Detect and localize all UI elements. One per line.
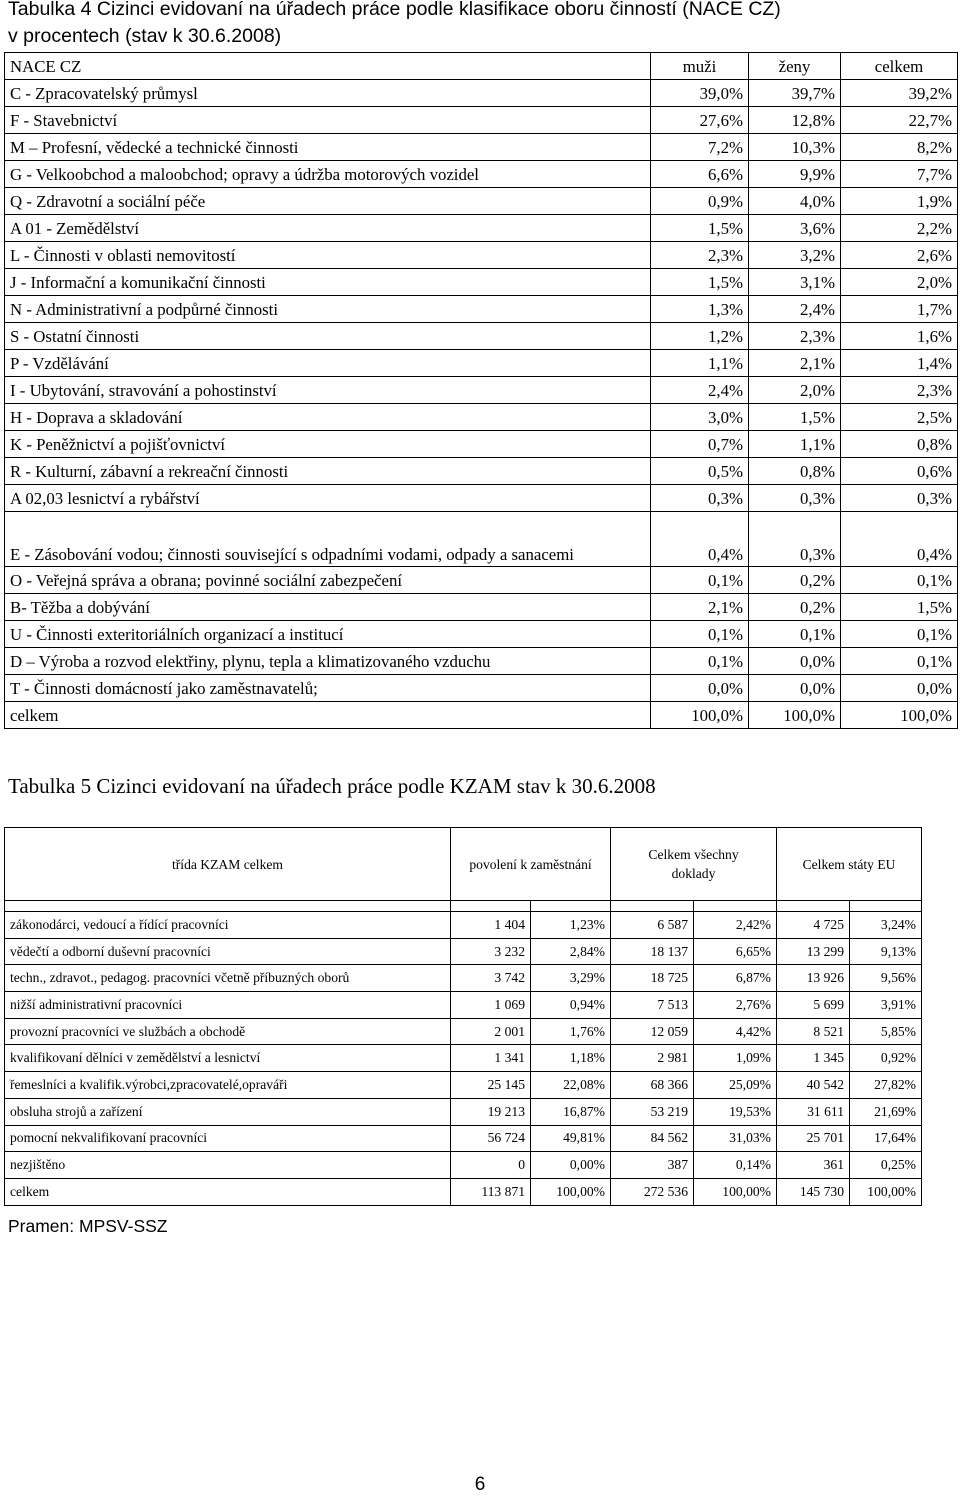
- table5-cell-value: 4 725: [777, 912, 850, 939]
- table4-cell-value: 2,4%: [749, 296, 841, 323]
- table5-cell-value: 9,56%: [850, 965, 922, 992]
- table5-cell-value: 25 145: [451, 1072, 531, 1099]
- table-row: [5, 242, 958, 269]
- table-nace: [4, 52, 958, 729]
- table-row: [5, 80, 958, 107]
- table4-cell-category: O - Veřejná správa a obrana; povinné sociální zabezpečení: [5, 567, 651, 594]
- table5-cell-value: 16,87%: [531, 1098, 611, 1125]
- table4-cell-value: 9,9%: [749, 161, 841, 188]
- table4-cell-value: 12,8%: [749, 107, 841, 134]
- table4-cell-value: 39,0%: [651, 80, 749, 107]
- table4-caption: [8, 0, 781, 50]
- table5-cell-value: 0,92%: [850, 1045, 922, 1072]
- table-row: [5, 1072, 922, 1099]
- table-row: [5, 269, 958, 296]
- table5-cell-value: 0,14%: [694, 1152, 777, 1179]
- table5-cell-value: 2 981: [611, 1045, 694, 1072]
- table5-cell-class: techn., zdravot., pedagog. pracovníci včetně příbuzných oborů: [5, 965, 451, 992]
- table4-cell-value: 0,2%: [749, 594, 841, 621]
- table5-header-eu-states: Celkem státy EU: [777, 828, 922, 901]
- table4-cell-value: 1,5%: [651, 269, 749, 296]
- table4-cell-value: 6,6%: [651, 161, 749, 188]
- table4-cell-category: J - Informační a komunikační činnosti: [5, 269, 651, 296]
- table4-cell-category: L - Činnosti v oblasti nemovitostí: [5, 242, 651, 269]
- table4-cell-value: 0,0%: [749, 648, 841, 675]
- table4-cell-value: 1,5%: [749, 404, 841, 431]
- table4-cell-value: 0,2%: [749, 567, 841, 594]
- table-row: [5, 296, 958, 323]
- table4-cell-value: 2,3%: [651, 242, 749, 269]
- table5-header-row: [5, 828, 922, 901]
- table-row: [5, 458, 958, 485]
- table5-cell-value: 1,09%: [694, 1045, 777, 1072]
- table5-cell-value: 0,94%: [531, 992, 611, 1019]
- table5-cell-value: 1,76%: [531, 1018, 611, 1045]
- table4-cell-category: A 02,03 lesnictví a rybářství: [5, 485, 651, 512]
- table5-cell-value: 2,84%: [531, 938, 611, 965]
- table5-cell-value: 31,03%: [694, 1125, 777, 1152]
- table5-cell-value: 9,13%: [850, 938, 922, 965]
- table4-cell-category: T - Činnosti domácností jako zaměstnavatelů;: [5, 675, 651, 702]
- table4-cell-value: 0,5%: [651, 458, 749, 485]
- table4-cell-value: 2,6%: [841, 242, 958, 269]
- table5-cell-value: 3,91%: [850, 992, 922, 1019]
- table-row: [5, 1125, 922, 1152]
- table5-cell-class: vědečtí a odborní duševní pracovníci: [5, 938, 451, 965]
- table5-cell-value: 5,85%: [850, 1018, 922, 1045]
- table5-cell-value: 31 611: [777, 1098, 850, 1125]
- table4-cell-value: 0,6%: [841, 458, 958, 485]
- table5-cell-value: 18 725: [611, 965, 694, 992]
- table5-cell-value: 272 536: [611, 1178, 694, 1205]
- table4-cell-value: 0,3%: [651, 485, 749, 512]
- table4-cell-category: M – Profesní, vědecké a technické činnosti: [5, 134, 651, 161]
- table-row: [5, 938, 922, 965]
- table5-header-all-documents: Celkem všechny doklady: [611, 828, 777, 901]
- table-row: [5, 1152, 922, 1179]
- table4-cell-value: 1,4%: [841, 350, 958, 377]
- table4-cell-value: 2,1%: [749, 350, 841, 377]
- table4-cell-value: 1,7%: [841, 296, 958, 323]
- table4-cell-value: 2,2%: [841, 215, 958, 242]
- table5-cell-value: 40 542: [777, 1072, 850, 1099]
- table5-cell-value: 100,00%: [850, 1178, 922, 1205]
- table5-cell-value: 1,23%: [531, 912, 611, 939]
- table5-cell-value: 100,00%: [694, 1178, 777, 1205]
- table5-cell-value: 13 299: [777, 938, 850, 965]
- table-row: [5, 161, 958, 188]
- table4-cell-category: N - Administrativní a podpůrné činnosti: [5, 296, 651, 323]
- table-row: [5, 1018, 922, 1045]
- table-row: [5, 1178, 922, 1205]
- table4-cell-value: 2,1%: [651, 594, 749, 621]
- table-row: [5, 188, 958, 215]
- table4-cell-value: 0,1%: [841, 648, 958, 675]
- table-row: [5, 621, 958, 648]
- table4-cell-value: 7,7%: [841, 161, 958, 188]
- table4-header-nace: NACE CZ: [5, 53, 651, 80]
- table4-cell-value: 1,9%: [841, 188, 958, 215]
- table5-cell-value: 19 213: [451, 1098, 531, 1125]
- table4-cell-value: 100,0%: [841, 702, 958, 729]
- table5-cell-value: 22,08%: [531, 1072, 611, 1099]
- table4-cell-value: 0,8%: [749, 458, 841, 485]
- table4-cell-value: 0,4%: [841, 512, 958, 567]
- table5-cell-value: 0,25%: [850, 1152, 922, 1179]
- table4-cell-category: C - Zpracovatelský průmysl: [5, 80, 651, 107]
- table-row: [5, 350, 958, 377]
- table4-cell-value: 0,4%: [651, 512, 749, 567]
- page-number: 6: [474, 1474, 486, 1495]
- source-note: Pramen: MPSV-SSZ: [8, 1216, 168, 1236]
- table4-cell-value: 0,3%: [749, 485, 841, 512]
- table5-cell-value: 13 926: [777, 965, 850, 992]
- table-row: [5, 675, 958, 702]
- table-row: [5, 404, 958, 431]
- table4-cell-value: 39,7%: [749, 80, 841, 107]
- table5-cell-value: 1 345: [777, 1045, 850, 1072]
- table4-cell-category: H - Doprava a skladování: [5, 404, 651, 431]
- table4-cell-value: 2,0%: [749, 377, 841, 404]
- table4-cell-category: I - Ubytování, stravování a pohostinství: [5, 377, 651, 404]
- table4-cell-value: 22,7%: [841, 107, 958, 134]
- table5-cell-value: 3,24%: [850, 912, 922, 939]
- table-row: [5, 215, 958, 242]
- table5-cell-value: 12 059: [611, 1018, 694, 1045]
- table4-cell-category: B- Těžba a dobývání: [5, 594, 651, 621]
- table4-header-total: celkem: [841, 53, 958, 80]
- table5-cell-value: 7 513: [611, 992, 694, 1019]
- table4-cell-category: F - Stavebnictví: [5, 107, 651, 134]
- table4-cell-value: 10,3%: [749, 134, 841, 161]
- table4-cell-category: S - Ostatní činnosti: [5, 323, 651, 350]
- table-row: [5, 912, 922, 939]
- table4-header-men: muži: [651, 53, 749, 80]
- table4-cell-value: 0,0%: [841, 675, 958, 702]
- table5-cell-value: 18 137: [611, 938, 694, 965]
- table5-cell-value: 25 701: [777, 1125, 850, 1152]
- table-row: [5, 702, 958, 729]
- table5-cell-value: 84 562: [611, 1125, 694, 1152]
- table5-cell-value: 21,69%: [850, 1098, 922, 1125]
- table5-cell-value: 361: [777, 1152, 850, 1179]
- table5-cell-class: obsluha strojů a zařízení: [5, 1098, 451, 1125]
- table4-cell-value: 1,5%: [841, 594, 958, 621]
- table4-caption-line2: v procentech (stav k 30.6.2008): [8, 25, 282, 47]
- table5-cell-value: 8 521: [777, 1018, 850, 1045]
- table5-cell-value: 6,87%: [694, 965, 777, 992]
- table-row: [5, 134, 958, 161]
- table4-cell-value: 4,0%: [749, 188, 841, 215]
- table5-body: [5, 912, 922, 1206]
- table-row: [5, 965, 922, 992]
- table4-cell-value: 0,0%: [749, 675, 841, 702]
- table4-cell-value: 27,6%: [651, 107, 749, 134]
- table-row: [5, 485, 958, 512]
- table-row: [5, 1098, 922, 1125]
- table5-cell-value: 1 069: [451, 992, 531, 1019]
- table5-cell-value: 387: [611, 1152, 694, 1179]
- table4-caption-line1: Tabulka 4 Cizinci evidovaní na úřadech práce podle klasifikace oboru činností (NACE CZ): [8, 0, 781, 20]
- table4-cell-value: 2,4%: [651, 377, 749, 404]
- table4-cell-value: 0,1%: [651, 567, 749, 594]
- table4-cell-value: 39,2%: [841, 80, 958, 107]
- table4-cell-value: 2,3%: [841, 377, 958, 404]
- table5-cell-class: řemeslníci a kvalifik.výrobci,zpracovatelé,opraváři: [5, 1072, 451, 1099]
- table4-cell-value: 0,1%: [749, 621, 841, 648]
- table4-cell-value: 1,2%: [651, 323, 749, 350]
- table5-cell-value: 56 724: [451, 1125, 531, 1152]
- table-row: [5, 431, 958, 458]
- table-row: [5, 1045, 922, 1072]
- table-row: [5, 107, 958, 134]
- table4-cell-value: 100,0%: [651, 702, 749, 729]
- table5-caption: Tabulka 5 Cizinci evidovaní na úřadech práce podle KZAM stav k 30.6.2008: [8, 774, 656, 798]
- table5-cell-value: 68 366: [611, 1072, 694, 1099]
- table4-cell-value: 0,1%: [841, 567, 958, 594]
- table-kzam: [4, 827, 922, 1206]
- table4-cell-value: 3,1%: [749, 269, 841, 296]
- table5-cell-value: 2,76%: [694, 992, 777, 1019]
- table5-cell-value: 19,53%: [694, 1098, 777, 1125]
- table5-cell-value: 0: [451, 1152, 531, 1179]
- table4-cell-value: 100,0%: [749, 702, 841, 729]
- table4-cell-category: A 01 - Zemědělství: [5, 215, 651, 242]
- table4-cell-value: 2,5%: [841, 404, 958, 431]
- table-row: [5, 567, 958, 594]
- table5-cell-value: 49,81%: [531, 1125, 611, 1152]
- table5-cell-value: 0,00%: [531, 1152, 611, 1179]
- table5-cell-class: zákonodárci, vedoucí a řídící pracovníci: [5, 912, 451, 939]
- table4-cell-value: 2,0%: [841, 269, 958, 296]
- table-row: [5, 377, 958, 404]
- table4-cell-value: 3,0%: [651, 404, 749, 431]
- table4-cell-category: P - Vzdělávání: [5, 350, 651, 377]
- table4-cell-value: 0,9%: [651, 188, 749, 215]
- table4-cell-category: E - Zásobování vodou; činnosti související s odpadními vodami, odpady a sanacemi: [5, 512, 651, 567]
- table4-cell-value: 0,3%: [749, 512, 841, 567]
- table4-cell-value: 0,1%: [651, 648, 749, 675]
- table5-cell-value: 17,64%: [850, 1125, 922, 1152]
- table5-cell-value: 1,18%: [531, 1045, 611, 1072]
- table5-cell-value: 113 871: [451, 1178, 531, 1205]
- table5-cell-value: 3,29%: [531, 965, 611, 992]
- table4-cell-value: 1,3%: [651, 296, 749, 323]
- table4-cell-value: 0,1%: [841, 621, 958, 648]
- table5-cell-class: provozní pracovníci ve službách a obchodě: [5, 1018, 451, 1045]
- table5-header-kzam: třída KZAM celkem: [5, 828, 451, 901]
- table5-cell-value: 25,09%: [694, 1072, 777, 1099]
- table5-cell-value: 6 587: [611, 912, 694, 939]
- table4-cell-category: Q - Zdravotní a sociální péče: [5, 188, 651, 215]
- table5-cell-value: 4,42%: [694, 1018, 777, 1045]
- table5-cell-class: nezjištěno: [5, 1152, 451, 1179]
- table4-body: [5, 80, 958, 729]
- table5-cell-value: 6,65%: [694, 938, 777, 965]
- table5-header-permits: povolení k zaměstnání: [451, 828, 611, 901]
- table-row: [5, 992, 922, 1019]
- table5-cell-value: 1 341: [451, 1045, 531, 1072]
- table4-cell-category: D – Výroba a rozvod elektřiny, plynu, tepla a klimatizovaného vzduchu: [5, 648, 651, 675]
- table5-cell-class: nižší administrativní pracovníci: [5, 992, 451, 1019]
- table-row: [5, 512, 958, 567]
- table5-cell-value: 100,00%: [531, 1178, 611, 1205]
- table4-cell-value: 1,1%: [651, 350, 749, 377]
- table4-cell-category: U - Činnosti exteritoriálních organizací a institucí: [5, 621, 651, 648]
- table5-cell-value: 27,82%: [850, 1072, 922, 1099]
- table4-cell-value: 1,6%: [841, 323, 958, 350]
- table5-cell-value: 1 404: [451, 912, 531, 939]
- table4-header-row: [5, 53, 958, 80]
- table4-cell-value: 3,2%: [749, 242, 841, 269]
- table5-cell-class: celkem: [5, 1178, 451, 1205]
- table-row: [5, 323, 958, 350]
- table4-cell-value: 1,1%: [749, 431, 841, 458]
- table4-cell-value: 3,6%: [749, 215, 841, 242]
- table4-cell-value: 8,2%: [841, 134, 958, 161]
- table5-cell-class: pomocní nekvalifikovaní pracovníci: [5, 1125, 451, 1152]
- table4-header-women: ženy: [749, 53, 841, 80]
- table5-cell-value: 2,42%: [694, 912, 777, 939]
- table5-cell-value: 2 001: [451, 1018, 531, 1045]
- table5-cell-value: 145 730: [777, 1178, 850, 1205]
- table-row: [5, 648, 958, 675]
- table4-cell-value: 2,3%: [749, 323, 841, 350]
- table4-cell-value: 0,0%: [651, 675, 749, 702]
- table4-cell-category: K - Peněžnictví a pojišťovnictví: [5, 431, 651, 458]
- table4-cell-category: G - Velkoobchod a maloobchod; opravy a údržba motorových vozidel: [5, 161, 651, 188]
- table4-cell-value: 0,3%: [841, 485, 958, 512]
- table5-cell-value: 53 219: [611, 1098, 694, 1125]
- table5-cell-value: 3 742: [451, 965, 531, 992]
- table-row: [5, 594, 958, 621]
- table4-cell-value: 1,5%: [651, 215, 749, 242]
- table4-cell-value: 0,1%: [651, 621, 749, 648]
- table5-cell-value: 3 232: [451, 938, 531, 965]
- table4-cell-value: 7,2%: [651, 134, 749, 161]
- table4-cell-value: 0,8%: [841, 431, 958, 458]
- table4-cell-category: celkem: [5, 702, 651, 729]
- table5-cell-value: 5 699: [777, 992, 850, 1019]
- table4-cell-category: R - Kulturní, zábavní a rekreační činnosti: [5, 458, 651, 485]
- table5-spacer-row: [5, 901, 922, 912]
- table5-cell-class: kvalifikovaní dělníci v zemědělství a lesnictví: [5, 1045, 451, 1072]
- table4-cell-value: 0,7%: [651, 431, 749, 458]
